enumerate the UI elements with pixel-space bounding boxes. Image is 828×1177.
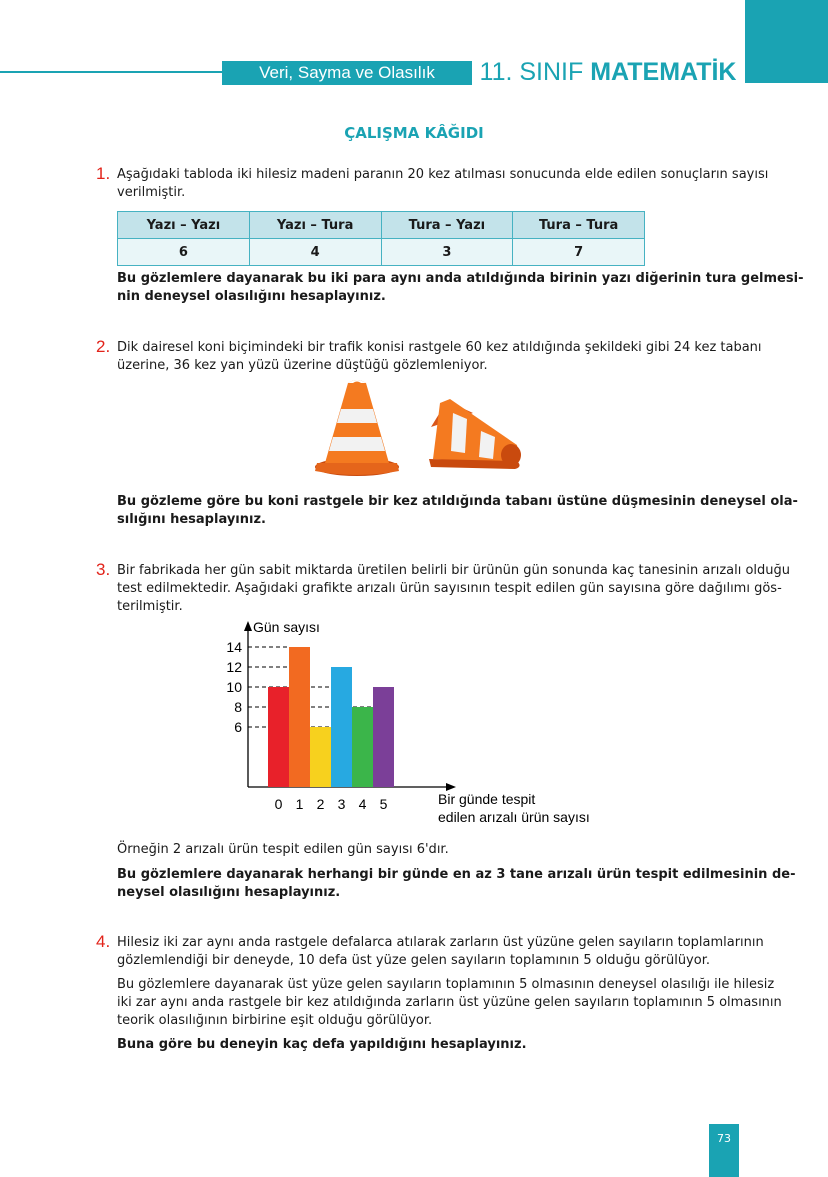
q1-intro-line1: Aşağıdaki tabloda iki hilesiz madeni paranın 20 kez atılması sonucunda elde edilen sonuçların sayısı	[117, 167, 769, 182]
y-tick-label: 8	[234, 699, 242, 715]
section-label: Veri, Sayma ve Olasılık	[222, 61, 472, 85]
q3-question-line2: neysel olasılığını hesaplayınız.	[117, 885, 341, 900]
table-header: Tura – Yazı	[381, 212, 513, 239]
x-tick-label: 1	[295, 796, 304, 812]
y-tick-label: 12	[226, 659, 242, 675]
x-tick-label: 4	[358, 796, 367, 812]
q2-number: 2.	[96, 337, 111, 356]
q2-question-line2: sılığını hesaplayınız.	[117, 512, 266, 527]
y-axis-arrow	[244, 621, 252, 631]
y-tick-label: 6	[234, 719, 242, 735]
x-tick-label: 3	[337, 796, 346, 812]
q4-question: Buna göre bu deneyin kaç defa yapıldığını hesaplayınız.	[117, 1037, 527, 1052]
bar-4	[352, 707, 373, 787]
grade-subject	[472, 52, 744, 88]
corner-block	[745, 0, 828, 83]
grade-label: 11. SINIF	[479, 58, 584, 86]
q4-number: 4.	[96, 932, 111, 951]
traffic-cones-illustration	[305, 375, 535, 480]
q4-p1-line1: Hilesiz iki zar aynı anda rastgele defalarca atılarak zarların üst yüzüne gelen sayıların toplamlarının	[117, 935, 764, 950]
bar-0	[268, 687, 289, 787]
q3-intro-line1: Bir fabrikada her gün sabit miktarda üretilen belirli bir ürünün gün sonunda kaç tanesinin arızalı olduğu	[117, 563, 791, 578]
page-number: 73	[709, 1124, 739, 1177]
q2-intro-line2: üzerine, 36 kez yan yüzü üzerine düştüğü gözlemleniyor.	[117, 358, 488, 373]
defect-bar-chart	[220, 615, 620, 830]
table-header: Tura – Tura	[513, 212, 645, 239]
x-tick-label: 5	[379, 796, 388, 812]
q3-intro-line2: test edilmektedir. Aşağıdaki grafikte arızalı ürün sayısının tespit edilen gün sayısına göre dağılımı gös-	[117, 581, 782, 596]
q3-example: Örneğin 2 arızalı ürün tespit edilen gün sayısı 6'dır.	[117, 842, 449, 857]
bar-1	[289, 647, 310, 787]
x-axis-label-line1: Bir günde tespit	[438, 791, 536, 807]
x-tick-label: 0	[274, 796, 283, 812]
table-header: Yazı – Yazı	[118, 212, 250, 239]
table-cell: 6	[118, 239, 250, 266]
bar-5	[373, 687, 394, 787]
table-cell: 7	[513, 239, 645, 266]
y-axis-label: Gün sayısı	[253, 619, 320, 635]
x-axis-label-line2: edilen arızalı ürün sayısı	[438, 809, 590, 825]
x-axis-arrow	[446, 783, 456, 791]
q2-intro-line1: Dik dairesel koni biçimindeki bir trafik konisi rastgele 60 kez atıldığında şekildeki gibi 24 kez tabanı	[117, 340, 762, 355]
q2-question-line1: Bu gözleme göre bu koni rastgele bir kez atıldığında tabanı üstüne düşmesinin deneysel ola-	[117, 494, 798, 509]
q3-number: 3.	[96, 560, 111, 579]
y-tick-label: 10	[226, 679, 242, 695]
subject-label: MATEMATİK	[590, 58, 737, 86]
q3-intro-line3: terilmiştir.	[117, 599, 183, 614]
table-cell: 3	[381, 239, 513, 266]
page-title: ÇALIŞMA KÂĞIDI	[344, 124, 484, 142]
x-tick-label: 2	[316, 796, 325, 812]
q1-question-line2: nin deneysel olasılığını hesaplayınız.	[117, 289, 386, 304]
results-table	[117, 211, 645, 266]
y-tick-label: 14	[226, 639, 242, 655]
table-header: Yazı – Tura	[249, 212, 381, 239]
bar-2	[310, 727, 331, 787]
upright-cone-icon	[315, 380, 399, 476]
table-cell: 4	[249, 239, 381, 266]
q4-p2-line2: iki zar aynı anda rastgele bir kez atıldığında zarların üst yüzüne gelen sayıların toplamının 5 olmasının	[117, 995, 782, 1010]
q1-number: 1.	[96, 164, 111, 183]
bar-3	[331, 667, 352, 787]
header-rule	[0, 71, 222, 73]
q4-p2-line1: Bu gözlemlere dayanarak üst yüze gelen sayıların toplamının 5 olmasının deneysel olasılığı ile hilesiz	[117, 977, 775, 992]
q3-question-line1: Bu gözlemlere dayanarak herhangi bir günde en az 3 tane arızalı ürün tespit edilmesinin de-	[117, 867, 796, 882]
fallen-cone-icon	[429, 399, 521, 469]
q1-intro-line2: verilmiştir.	[117, 185, 186, 200]
q4-p2-line3: teorik olasılığının birbirine eşit olduğu görülüyor.	[117, 1013, 433, 1028]
q4-p1-line2: gözlemlendiği bir deneyde, 10 defa üst yüze gelen sayıların toplamının 5 olduğu görülüyor.	[117, 953, 710, 968]
q1-question-line1: Bu gözlemlere dayanarak bu iki para aynı anda atıldığında birinin yazı diğerinin tura gelmesi-	[117, 271, 804, 286]
